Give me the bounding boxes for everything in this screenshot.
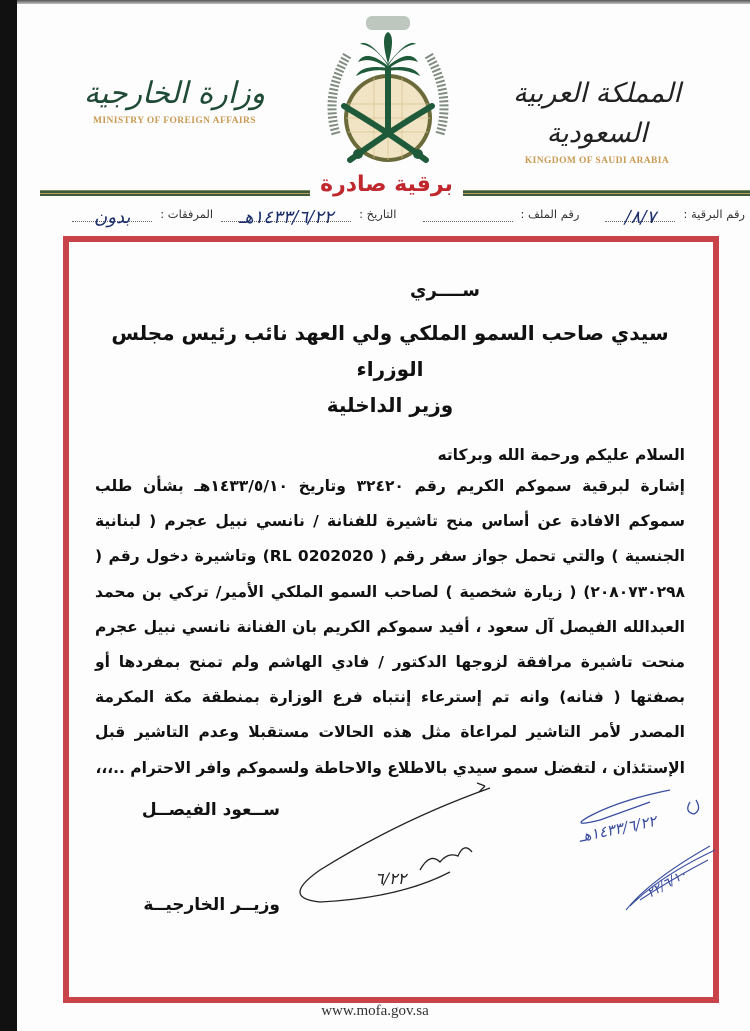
classification-label: ســــري xyxy=(409,280,480,301)
telegram-meta-row xyxy=(50,200,745,228)
letter-body: إشارة لبرقية سموكم الكريم رقم ٣٢٤٢٠ وتاريخ ١٤٣٣/٥/١٠هـ بشأن طلب سموكم الافادة عن أساس منح تاشيرة للفنانة / نانسي نبيل عجرم ( لبنانية الجنسية ) والتي تحمل جواز سفر رقم ( RL 0202020) وتاشيرة دخول رقم ( ٢٠٨٠٧٣٠٢٩٨) ( زيارة شخصية ) لصاحب السمو الملكي الأمير/ تركي بن محمد العبدالله الفيصل آل سعود ، أفيد سموكم الكريم بان الفنانة نانسي نبيل عجرم منحت تاشيرة مرافقة لزوجها الدكتور / فادي الهاشم ولم تمنح بمفردها أو بصفتها ( فنانه) وانه تم إسترعاء إنتباه فرع الوزارة بمنطقة مكة المكرمة المصدر لأمر التاشير لمراعاة مثل هذه الحالات مستقبلا وعدم التاشير قبل الإستئذان ، لتفضل سمو سيدي بالاطلاع والاحاطة ولسموكم وافر الاحترام ..،،، xyxy=(95,477,685,777)
ministry-english-name: MINISTRY OF FOREIGN AFFAIRS xyxy=(93,116,256,126)
attachments-value: بدون xyxy=(72,207,152,222)
addressee xyxy=(95,315,685,423)
date-value: ١٤٣٣/٦/٢٢هـ xyxy=(221,207,351,222)
telegram-number-value: ٨/٧/ xyxy=(605,207,675,222)
greeting: السلام عليكم ورحمة الله وبركاته xyxy=(437,446,685,464)
kingdom-logo xyxy=(512,74,682,166)
telegram-number-label: رقم البرقية : xyxy=(683,207,745,221)
saudi-emblem-palm-swords-icon xyxy=(318,14,458,174)
addressee-line-1: سيدي صاحب السمو الملكي ولي العهد نائب رئيس مجلس الوزراء xyxy=(111,321,669,381)
handwritten-right-top-text: ١٤٣٣/٦/٢٢هـ xyxy=(577,811,658,846)
header-rule-left xyxy=(40,190,310,196)
file-number-label: رقم الملف : xyxy=(520,207,580,221)
header-rule-right xyxy=(463,190,750,196)
document-type-title: برقية صادرة xyxy=(320,172,453,197)
file-number-value xyxy=(423,207,513,222)
ministry-arabic-name: وزارة الخارجية xyxy=(83,76,266,111)
kingdom-arabic-name: المملكة العربية السعودية xyxy=(513,78,681,149)
handwritten-notes-right-icon xyxy=(540,780,720,920)
ministry-logo xyxy=(82,74,267,126)
date-label: التاريخ : xyxy=(359,207,397,221)
letter-content xyxy=(95,280,685,786)
addressee-line-2: وزير الداخلية xyxy=(326,393,454,417)
website-link[interactable]: www.mofa.gov.sa xyxy=(321,1003,429,1019)
kingdom-english-name: KINGDOM OF SAUDI ARABIA xyxy=(524,156,670,166)
signature-title: وزيــر الخارجيــة xyxy=(143,895,280,915)
handwritten-initials-center-icon xyxy=(280,780,510,910)
handwritten-right-bottom-text: ٢٢/٦/١٠ xyxy=(644,866,690,902)
attachments-label: المرفقات : xyxy=(160,207,214,221)
signature-name: ســعود الفيصــل xyxy=(141,800,280,820)
handwritten-center-text: ٦/٢٢ xyxy=(375,869,407,888)
